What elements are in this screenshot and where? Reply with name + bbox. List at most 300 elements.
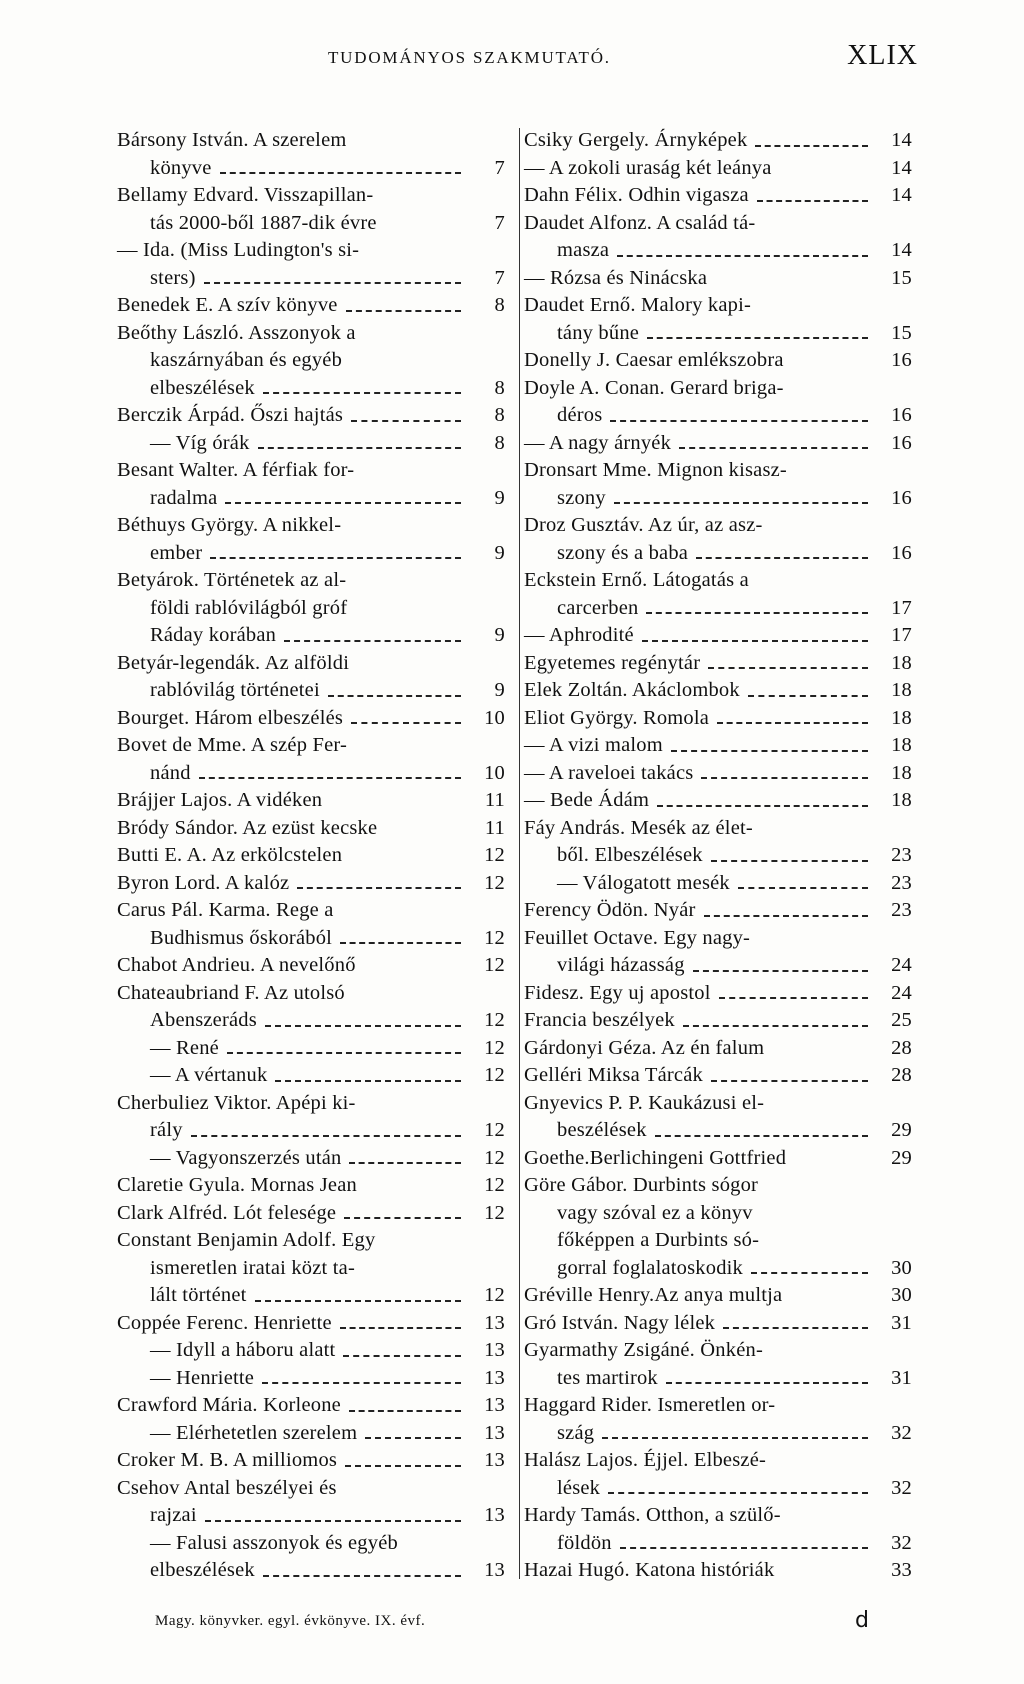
- entry-text: Croker M. B. A milliomos: [117, 1449, 338, 1471]
- index-entry-line: [117, 1557, 505, 1585]
- entry-text: Bellamy Edvard. Visszapillan-: [117, 184, 374, 206]
- index-entry-line: [524, 1007, 912, 1035]
- dot-leader: [711, 1080, 868, 1082]
- index-entry-line: [117, 182, 505, 210]
- index-entry-line: [524, 567, 912, 595]
- entry-text: Dahn Félix. Odhin vigasza: [524, 184, 749, 206]
- entry-text: Coppée Ferenc. Henriette: [117, 1311, 332, 1334]
- entry-page-number: 14: [891, 239, 912, 261]
- dot-leader: [608, 1492, 868, 1494]
- page-number: XLIX: [847, 40, 918, 71]
- entry-text: Csehov Antal beszélyei és: [117, 1476, 337, 1499]
- entry-page-number: 18: [891, 706, 912, 729]
- index-entry-line: [524, 1365, 912, 1393]
- index-entry-line: [117, 622, 505, 650]
- entry-text: lált történet: [150, 1284, 247, 1306]
- dot-leader: [642, 640, 868, 642]
- index-entry-line: [117, 1447, 505, 1475]
- index-entry-line: [117, 237, 505, 265]
- left-column: [117, 127, 505, 1585]
- index-entry-line: [524, 787, 912, 815]
- entry-page-number: 18: [891, 734, 912, 756]
- index-entry-line: [117, 1337, 505, 1365]
- index-entry-line: [117, 1530, 505, 1558]
- dot-leader: [349, 1410, 461, 1412]
- index-entry-line: [524, 595, 912, 623]
- entry-page-number: 12: [484, 1174, 505, 1196]
- entry-text: — Rózsa és Ninácska: [524, 266, 708, 289]
- entry-page-number: 32: [891, 1476, 912, 1499]
- entry-text: déros: [557, 404, 603, 426]
- entry-page-number: 12: [484, 1064, 505, 1086]
- dot-leader: [284, 640, 461, 642]
- entry-text: Feuillet Octave. Egy nagy-: [524, 926, 751, 949]
- index-entry-line: [524, 732, 912, 760]
- entry-text: Abenszeráds: [150, 1009, 257, 1031]
- entry-page-number: 12: [484, 1146, 505, 1169]
- entry-text: könyve: [150, 156, 212, 179]
- entry-text: Besant Walter. A férfiak for-: [117, 459, 355, 481]
- index-entry-line: [524, 897, 912, 925]
- index-entry-line: [524, 1475, 912, 1503]
- entry-page-number: 25: [891, 1009, 912, 1031]
- index-entry-line: [524, 1062, 912, 1090]
- running-title: TUDOMÁNYOS SZAKMUTATÓ.: [328, 48, 611, 67]
- entry-page-number: 13: [484, 1366, 505, 1389]
- entry-text: sters): [150, 266, 196, 289]
- index-entry-line: [117, 292, 505, 320]
- entry-page-number: 16: [891, 404, 912, 426]
- entry-text: vagy szóval ez a könyv: [557, 1201, 753, 1224]
- index-entry-line: [117, 1062, 505, 1090]
- dot-leader: [696, 557, 868, 559]
- entry-text: — Víg órák: [150, 431, 250, 454]
- index-entry-line: [117, 1090, 505, 1118]
- entry-text: kaszárnyában és egyéb: [150, 349, 343, 371]
- dot-leader: [647, 337, 868, 339]
- index-entry-line: [524, 347, 912, 375]
- entry-text: — A vértanuk: [150, 1064, 268, 1086]
- dot-leader: [738, 887, 868, 889]
- index-entry-line: [117, 430, 505, 458]
- entry-text: — Válogatott mesék: [557, 871, 730, 894]
- entry-text: — Aphrodité: [524, 624, 634, 646]
- dot-leader: [708, 667, 868, 669]
- entry-page-number: 12: [484, 1009, 505, 1031]
- entry-page-number: 23: [891, 844, 912, 866]
- entry-page-number: 8: [494, 376, 505, 399]
- entry-text: Egyetemes regénytár: [524, 651, 701, 674]
- index-entry-line: [524, 870, 912, 898]
- entry-text: — A zokoli uraság két leánya: [524, 156, 772, 179]
- entry-text: Csiky Gergely. Árnyképek: [524, 129, 748, 151]
- entry-text: földi rablóvilágból gróf: [150, 596, 348, 619]
- entry-text: Benedek E. A szív könyve: [117, 294, 338, 316]
- entry-text: Göre Gábor. Durbints sógor: [524, 1174, 759, 1196]
- index-entry-line: [117, 842, 505, 870]
- index-entry-line: [117, 1200, 505, 1228]
- index-entry-line: [117, 485, 505, 513]
- dot-leader: [723, 1327, 868, 1329]
- entry-text: radalma: [150, 486, 218, 509]
- index-entry-line: [524, 677, 912, 705]
- index-entry-line: [117, 540, 505, 568]
- entry-page-number: 23: [891, 899, 912, 921]
- index-entry-line: [524, 1145, 912, 1173]
- entry-text: földön: [557, 1531, 612, 1554]
- index-entry-line: [117, 1227, 505, 1255]
- dot-leader: [191, 1135, 461, 1137]
- entry-page-number: 12: [484, 926, 505, 949]
- index-entry-line: [117, 1310, 505, 1338]
- entry-text: Fidesz. Egy uj apostol: [524, 981, 711, 1004]
- index-entry-line: [524, 705, 912, 733]
- entry-text: — A nagy árnyék: [524, 431, 672, 454]
- entry-text: Budhismus őskorából: [150, 926, 333, 949]
- index-entry-line: [524, 485, 912, 513]
- entry-text: világi házasság: [557, 954, 685, 976]
- dot-leader: [205, 1520, 461, 1522]
- entry-text: Beőthy László. Asszonyok a: [117, 321, 356, 344]
- entry-page-number: 18: [891, 651, 912, 674]
- entry-page-number: 15: [891, 321, 912, 344]
- entry-page-number: 13: [484, 1339, 505, 1361]
- index-entry-line: [524, 210, 912, 238]
- index-entry-line: [117, 127, 505, 155]
- index-entry-line: [524, 292, 912, 320]
- entry-page-number: 12: [484, 844, 505, 866]
- dot-leader: [204, 282, 461, 284]
- entry-page-number: 8: [494, 404, 505, 426]
- entry-text: — Falusi asszonyok és egyéb: [150, 1531, 398, 1554]
- index-entry-line: [117, 155, 505, 183]
- entry-page-number: 31: [891, 1311, 912, 1334]
- entry-text: — A raveloei takács: [524, 761, 694, 784]
- index-entry-line: [524, 430, 912, 458]
- entry-page-number: 16: [891, 431, 912, 454]
- dot-leader: [610, 420, 868, 422]
- entry-text: Bourget. Három elbeszélés: [117, 706, 344, 729]
- index-entry-line: [524, 980, 912, 1008]
- dot-leader: [620, 1547, 868, 1549]
- entry-text: — Bede Ádám: [524, 789, 650, 811]
- entry-page-number: 32: [891, 1531, 912, 1554]
- entry-text: Halász Lajos. Éjjel. Elbeszé-: [524, 1449, 767, 1471]
- entry-page-number: 28: [891, 1064, 912, 1086]
- entry-text: Crawford Mária. Korleone: [117, 1394, 341, 1416]
- entry-text: Bársony István. A szerelem: [117, 129, 347, 151]
- entry-text: Clark Alfréd. Lót felesége: [117, 1201, 337, 1224]
- index-entry-line: [524, 760, 912, 788]
- dot-leader: [255, 1300, 461, 1302]
- entry-text: Gelléri Miksa Tárcák: [524, 1064, 703, 1086]
- entry-text: tány bűne: [557, 321, 640, 344]
- dot-leader: [263, 1575, 461, 1577]
- page-header: [0, 36, 1024, 76]
- index-entry-line: [524, 1392, 912, 1420]
- index-entry-line: [117, 787, 505, 815]
- page-footer: [155, 1608, 955, 1638]
- entry-text: — A vizi malom: [524, 734, 663, 756]
- index-entry-line: [117, 1282, 505, 1310]
- index-entry-line: [117, 650, 505, 678]
- dot-leader: [679, 447, 868, 449]
- entry-text: — Vagyonszerzés után: [150, 1146, 342, 1169]
- index-entry-line: [117, 347, 505, 375]
- entry-text: Haggard Rider. Ismeretlen or-: [524, 1394, 776, 1416]
- entry-text: Brájjer Lajos. A vidéken: [117, 789, 323, 811]
- entry-text: Claretie Gyula. Mornas Jean: [117, 1174, 357, 1196]
- index-entry-line: [524, 1557, 912, 1585]
- entry-text: lések: [557, 1476, 601, 1499]
- index-entry-line: [524, 815, 912, 843]
- index-entry-line: [524, 622, 912, 650]
- entry-text: Daudet Ernő. Malory kapi-: [524, 294, 752, 316]
- footer-text: Magy. könyvker. egyl. évkönyve. IX. évf.: [155, 1613, 426, 1629]
- index-entry-line: [117, 952, 505, 980]
- entry-page-number: 18: [891, 679, 912, 701]
- dot-leader: [225, 502, 461, 504]
- entry-text: Daudet Alfonz. A család tá-: [524, 211, 756, 234]
- entry-text: Dronsart Mme. Mignon kisasz-: [524, 459, 787, 481]
- dot-leader: [751, 1272, 868, 1274]
- entry-text: masza: [557, 239, 610, 261]
- index-entry-line: [524, 402, 912, 430]
- dot-leader: [351, 722, 461, 724]
- entry-page-number: 24: [891, 981, 912, 1004]
- index-entry-line: [524, 155, 912, 183]
- dot-leader: [275, 1080, 461, 1082]
- entry-page-number: 10: [484, 761, 505, 784]
- entry-page-number: 9: [494, 541, 505, 564]
- index-entry-line: [117, 512, 505, 540]
- entry-text: Hardy Tamás. Otthon, a szülő-: [524, 1504, 781, 1526]
- entry-text: Droz Gusztáv. Az úr, az asz-: [524, 514, 763, 536]
- index-entry-line: [524, 842, 912, 870]
- dot-leader: [711, 860, 868, 862]
- index-entry-line: [524, 1035, 912, 1063]
- entry-page-number: 29: [891, 1146, 912, 1169]
- index-entry-line: [524, 457, 912, 485]
- entry-text: szony: [557, 486, 606, 509]
- entry-page-number: 10: [484, 706, 505, 729]
- index-entry-line: [524, 650, 912, 678]
- entry-text: rály: [150, 1119, 183, 1141]
- entry-page-number: 14: [891, 156, 912, 179]
- entry-text: Butti E. A. Az erkölcstelen: [117, 844, 343, 866]
- dot-leader: [349, 1162, 461, 1164]
- index-entry-line: [117, 1420, 505, 1448]
- index-entry-line: [117, 677, 505, 705]
- dot-leader: [343, 1355, 461, 1357]
- dot-leader: [701, 777, 868, 779]
- index-entry-line: [524, 375, 912, 403]
- entry-text: Goethe.Berlichingeni Gottfried: [524, 1146, 787, 1169]
- index-entry-line: [117, 1365, 505, 1393]
- index-entry-line: [524, 1310, 912, 1338]
- index-entry-line: [524, 182, 912, 210]
- dot-leader: [748, 695, 868, 697]
- entry-page-number: 8: [494, 294, 505, 316]
- index-entry-line: [117, 732, 505, 760]
- index-entry-line: [117, 705, 505, 733]
- entry-text: tás 2000-ből 1887-dik évre: [150, 211, 377, 234]
- entry-page-number: 8: [494, 431, 505, 454]
- entry-text: rajzai: [150, 1504, 197, 1526]
- dot-leader: [683, 1025, 868, 1027]
- entry-page-number: 13: [484, 1311, 505, 1334]
- entry-text: Bródy Sándor. Az ezüst kecske: [117, 816, 378, 839]
- entry-page-number: 14: [891, 129, 912, 151]
- dot-leader: [227, 1052, 461, 1054]
- entry-text: Doyle A. Conan. Gerard briga-: [524, 376, 784, 399]
- entry-text: Ráday korában: [150, 624, 277, 646]
- entry-text: Cherbuliez Viktor. Apépi ki-: [117, 1091, 356, 1114]
- dot-leader: [693, 970, 868, 972]
- dot-leader: [210, 557, 461, 559]
- index-entry-line: [117, 265, 505, 293]
- dot-leader: [757, 200, 868, 202]
- entry-page-number: 13: [484, 1394, 505, 1416]
- index-entry-line: [524, 925, 912, 953]
- index-entry-line: [117, 375, 505, 403]
- entry-text: Berczik Árpád. Őszi hajtás: [117, 404, 344, 426]
- entry-page-number: 30: [891, 1256, 912, 1279]
- index-entry-line: [524, 1530, 912, 1558]
- entry-page-number: 16: [891, 349, 912, 371]
- entry-text: Béthuys György. A nikkel-: [117, 514, 342, 536]
- dot-leader: [297, 887, 461, 889]
- entry-text: beszélések: [557, 1119, 647, 1141]
- entry-page-number: 16: [891, 541, 912, 564]
- entry-page-number: 13: [484, 1421, 505, 1444]
- index-entry-line: [524, 1447, 912, 1475]
- dot-leader: [220, 172, 461, 174]
- dot-leader: [265, 1025, 461, 1027]
- index-entry-line: [117, 1255, 505, 1283]
- index-entry-line: [524, 265, 912, 293]
- dot-leader: [263, 392, 461, 394]
- entry-text: Ferency Ödön. Nyár: [524, 899, 696, 921]
- entry-text: Gárdonyi Géza. Az én falum: [524, 1036, 765, 1059]
- dot-leader: [340, 942, 461, 944]
- entry-page-number: 17: [891, 624, 912, 646]
- entry-text: Eckstein Ernő. Látogatás a: [524, 569, 749, 591]
- entry-text: szony és a baba: [557, 541, 689, 564]
- entry-page-number: 30: [891, 1284, 912, 1306]
- entry-text: Gréville Henry.Az anya multja: [524, 1284, 783, 1306]
- index-entry-line: [524, 1255, 912, 1283]
- dot-leader: [657, 805, 868, 807]
- entry-page-number: 18: [891, 789, 912, 811]
- entry-page-number: 13: [484, 1449, 505, 1471]
- entry-page-number: 11: [484, 789, 505, 811]
- entry-text: Betyárok. Történetek az al-: [117, 569, 347, 591]
- entry-page-number: 11: [484, 816, 505, 839]
- entry-text: ismeretlen iratai közt ta-: [150, 1256, 355, 1279]
- dot-leader: [340, 1327, 461, 1329]
- index-entry-line: [117, 595, 505, 623]
- index-entry-line: [524, 1420, 912, 1448]
- entry-page-number: 18: [891, 761, 912, 784]
- entry-page-number: 32: [891, 1421, 912, 1444]
- index-entry-line: [117, 815, 505, 843]
- entry-text: — Idyll a háboru alatt: [150, 1339, 336, 1361]
- index-entry-line: [117, 402, 505, 430]
- entry-page-number: 15: [891, 266, 912, 289]
- entry-page-number: 9: [494, 624, 505, 646]
- index-entry-line: [524, 1172, 912, 1200]
- dot-leader: [258, 447, 461, 449]
- index-entry-line: [524, 237, 912, 265]
- dot-leader: [671, 750, 868, 752]
- entry-text: Carus Pál. Karma. Rege a: [117, 899, 334, 921]
- entry-text: elbeszélések: [150, 1559, 255, 1581]
- entry-text: Gnyevics P. P. Kaukázusi el-: [524, 1091, 765, 1114]
- entry-page-number: 24: [891, 954, 912, 976]
- index-entry-line: [524, 320, 912, 348]
- index-entry-line: [524, 1090, 912, 1118]
- index-entry-line: [117, 320, 505, 348]
- dot-leader: [704, 915, 868, 917]
- entry-text: — René: [150, 1036, 219, 1059]
- entry-page-number: 13: [484, 1559, 505, 1581]
- dot-leader: [262, 1382, 461, 1384]
- index-entry-line: [117, 567, 505, 595]
- entry-page-number: 17: [891, 596, 912, 619]
- entry-page-number: 7: [494, 156, 505, 179]
- entry-text: Gyarmathy Zsigáné. Önkén-: [524, 1339, 763, 1361]
- entry-text: Byron Lord. A kalóz: [117, 871, 290, 894]
- dot-leader: [717, 722, 868, 724]
- entry-text: Donelly J. Caesar emlékszobra: [524, 349, 784, 371]
- entry-text: tes martirok: [557, 1366, 658, 1389]
- entry-page-number: 33: [891, 1559, 912, 1581]
- dot-leader: [614, 502, 868, 504]
- entry-text: Constant Benjamin Adolf. Egy: [117, 1229, 376, 1251]
- index-entry-line: [117, 1475, 505, 1503]
- entry-page-number: 12: [484, 1201, 505, 1224]
- dot-leader: [719, 997, 868, 999]
- entry-text: Gró István. Nagy lélek: [524, 1311, 716, 1334]
- index-entry-line: [524, 1200, 912, 1228]
- index-entry-line: [117, 1502, 505, 1530]
- entry-page-number: 31: [891, 1366, 912, 1389]
- entry-text: Bovet de Mme. A szép Fer-: [117, 734, 348, 756]
- dot-leader: [655, 1135, 868, 1137]
- entry-text: Hazai Hugó. Katona históriák: [524, 1559, 775, 1581]
- entry-text: elbeszélések: [150, 376, 255, 399]
- entry-page-number: 23: [891, 871, 912, 894]
- entry-text: nánd: [150, 761, 191, 784]
- index-entry-line: [117, 1117, 505, 1145]
- index-entry-line: [117, 1392, 505, 1420]
- index-entry-line: [117, 1007, 505, 1035]
- entry-text: Francia beszélyek: [524, 1009, 675, 1031]
- entry-text: Chabot Andrieu. A nevelőnő: [117, 954, 356, 976]
- dot-leader: [346, 310, 461, 312]
- entry-text: ből. Elbeszélések: [557, 844, 703, 866]
- entry-text: gorral foglalatoskodik: [557, 1256, 744, 1279]
- index-entry-line: [117, 1035, 505, 1063]
- entry-page-number: 12: [484, 871, 505, 894]
- index-entry-line: [117, 210, 505, 238]
- entry-text: carcerben: [557, 596, 639, 619]
- index-entry-line: [524, 1117, 912, 1145]
- entry-page-number: 7: [494, 266, 505, 289]
- dot-leader: [602, 1437, 868, 1439]
- index-entry-line: [524, 540, 912, 568]
